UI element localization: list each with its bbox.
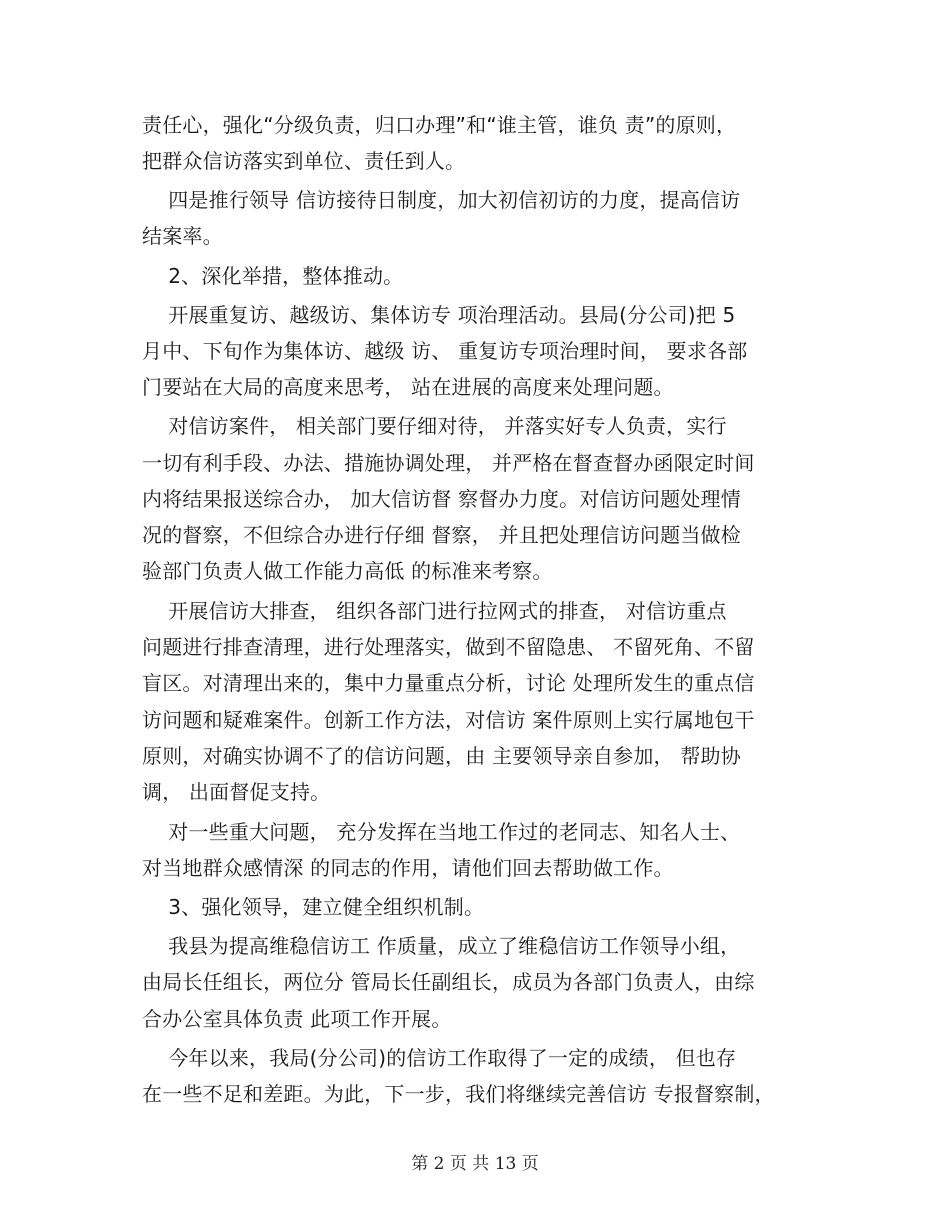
text-line: 在一些不足和差距。为此，下一步，我们将继续完善信访 专报督察制， (142, 1082, 775, 1106)
text-line: 访问题和疑难案件。创新工作方法，对信访 案件原则上实行属地包干 (142, 708, 755, 732)
page-number-footer: 第 2 页 共 13 页 (411, 1154, 539, 1174)
text-line: 责任心，强化“分级负责，归口办理”和“谁主管，谁负 责”的原则， (142, 113, 737, 137)
text-line: 对一些重大问题， 充分发挥在当地工作过的老同志、知名人士、 (142, 820, 741, 844)
text-line: 四是推行领导 信访接待日制度，加大初信初访的力度，提高信访 (142, 188, 741, 212)
text-line: 对当地群众感情深 的同志的作用，请他们回去帮助做工作。 (142, 856, 674, 880)
text-line: 3、强化领导，建立健全组织机制。 (142, 895, 485, 919)
text-line: 开展重复访、越级访、集体访专 项治理活动。县局(分公司)把 5 (142, 303, 736, 327)
text-line: 况的督察，不但综合办进行仔细 督察， 并且把处理信访问题当做检 (142, 523, 741, 547)
text-line: 月中、下旬作为集体访、越级 访、 重复访专项治理时间， 要求各部 (142, 339, 748, 363)
text-line: 门要站在大局的高度来思考， 站在进展的高度来处理问题。 (142, 375, 674, 399)
text-line: 2、深化举措，整体推动。 (142, 264, 404, 288)
text-line: 一切有利手段、办法、措施协调处理， 并严格在督查督办函限定时间 (142, 451, 755, 475)
text-line: 把群众信访落实到单位、责任到人。 (142, 149, 466, 173)
text-line: 合办公室具体负责 此项工作开展。 (142, 1007, 452, 1031)
text-line: 验部门负责人做工作能力高低 的标准来考察。 (142, 559, 553, 583)
text-line: 调， 出面督促支持。 (142, 780, 331, 804)
text-line: 原则，对确实协调不了的信访问题，由 主要领导亲自参加， 帮助协 (142, 744, 741, 768)
text-line: 对信访案件， 相关部门要仔细对待， 并落实好专人负责，实行 (142, 414, 727, 438)
text-line: 我县为提高维稳信访工 作质量，成立了维稳信访工作领导小组， (142, 934, 741, 958)
text-line: 今年以来，我局(分公司)的信访工作取得了一定的成绩， 但也存 (142, 1046, 737, 1070)
text-line: 盲区。对清理出来的，集中力量重点分析，讨论 处理所发生的重点信 (142, 671, 755, 695)
text-line: 内将结果报送综合办， 加大信访督 察督办力度。对信访问题处理情 (142, 487, 741, 511)
text-line: 问题进行排查清理，进行处理落实，做到不留隐患、 不留死角、不留 (142, 635, 755, 659)
text-line: 由局长任组长，两位分 管局长任副组长，成员为各部门负责人，由综 (142, 970, 755, 994)
text-line: 开展信访大排查， 组织各部门进行拉网式的排查， 对信访重点 (142, 599, 727, 623)
text-line: 结案率。 (142, 224, 223, 248)
